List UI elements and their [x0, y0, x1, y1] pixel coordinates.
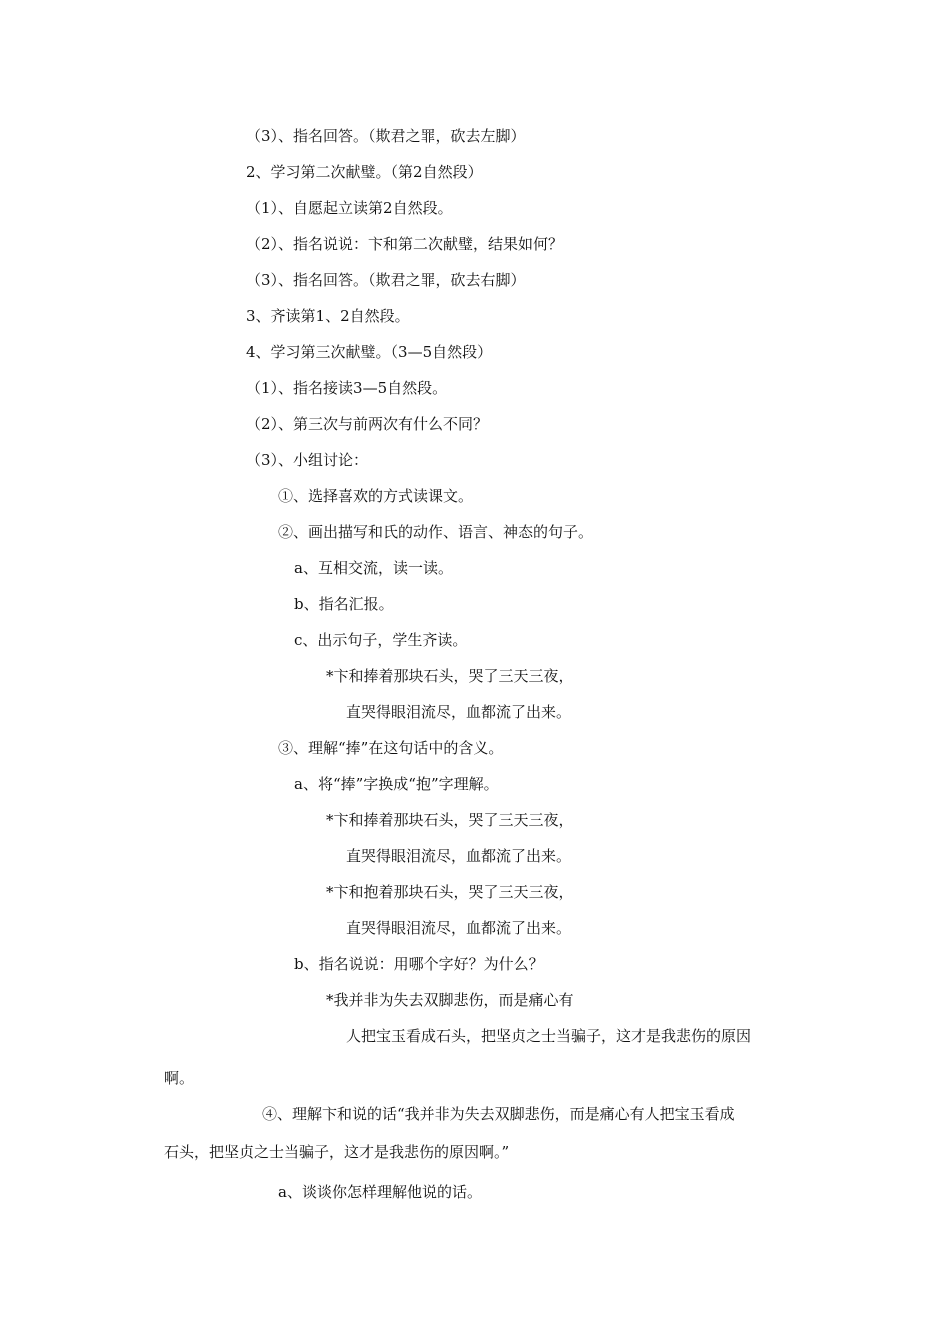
text-line: b、指名说说：用哪个字好？为什么？ [294, 955, 544, 973]
text-line: 啊。 [164, 1069, 195, 1087]
text-line: a、互相交流，读一读。 [294, 559, 453, 577]
text-line: （1）、自愿起立读第2自然段。 [246, 199, 453, 217]
text-line: （2）、指名说说：卞和第二次献璧，结果如何？ [246, 235, 564, 253]
text-line: *卞和捧着那块石头，哭了三天三夜， [326, 667, 574, 685]
text-line: 人把宝玉看成石头，把坚贞之士当骗子，这才是我悲伤的原因 [346, 1027, 752, 1045]
text-line: ①、选择喜欢的方式读课文。 [278, 487, 474, 505]
text-line: 4、学习第三次献璧。（3—5自然段） [246, 343, 493, 361]
text-line: ③、理解“捧”在这句话中的含义。 [278, 739, 504, 757]
text-line: c、出示句子，学生齐读。 [294, 631, 468, 649]
text-line: 直哭得眼泪流尽，血都流了出来。 [346, 703, 572, 721]
text-line: 石头，把坚贞之士当骗子，这才是我悲伤的原因啊。” [164, 1143, 510, 1161]
text-line: （3）、指名回答。（欺君之罪，砍去左脚） [246, 127, 526, 145]
text-line: ④、理解卞和说的话“我并非为失去双脚悲伤，而是痛心有人把宝玉看成 [262, 1105, 735, 1123]
text-line: *卞和抱着那块石头，哭了三天三夜， [326, 883, 574, 901]
text-line: a、谈谈你怎样理解他说的话。 [278, 1183, 482, 1201]
text-line: （2）、第三次与前两次有什么不同？ [246, 415, 489, 433]
text-line: 3、齐读第1、2自然段。 [246, 307, 410, 325]
text-line: *我并非为失去双脚悲伤，而是痛心有 [326, 991, 574, 1009]
text-line: *卞和捧着那块石头，哭了三天三夜， [326, 811, 574, 829]
text-line: b、指名汇报。 [294, 595, 394, 613]
text-line: （3）、小组讨论： [246, 451, 369, 469]
text-line: ②、画出描写和氏的动作、语言、神态的句子。 [278, 523, 594, 541]
text-line: 直哭得眼泪流尽，血都流了出来。 [346, 919, 572, 937]
text-line: （3）、指名回答。（欺君之罪，砍去右脚） [246, 271, 526, 289]
text-line: 2、学习第二次献璧。（第2自然段） [246, 163, 483, 181]
text-line: （1）、指名接读3—5自然段。 [246, 379, 448, 397]
text-line: 直哭得眼泪流尽，血都流了出来。 [346, 847, 572, 865]
text-line: a、将“捧”字换成“抱”字理解。 [294, 775, 499, 793]
